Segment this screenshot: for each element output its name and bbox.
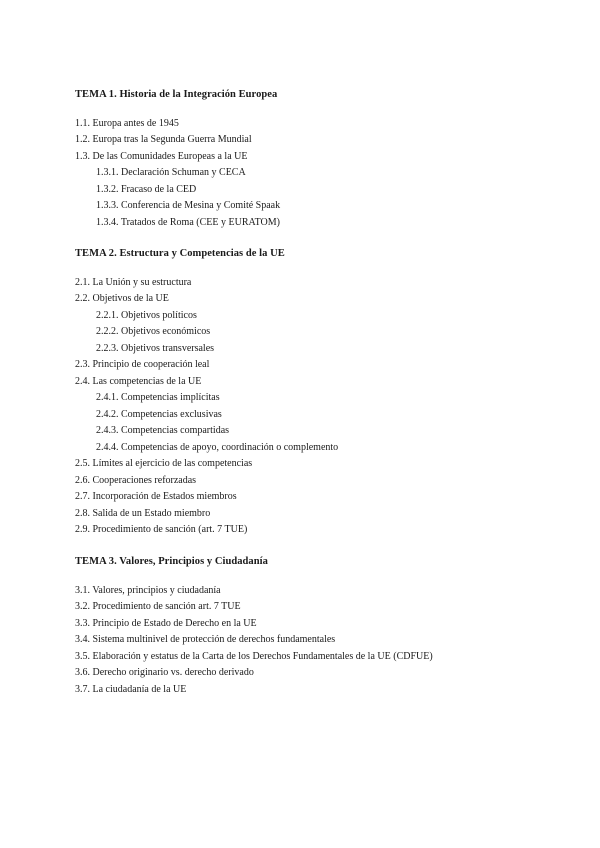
list-item: 2.4.4. Competencias de apoyo, coordinación o complemento	[96, 442, 339, 453]
list-item: 2.7. Incorporación de Estados miembros	[75, 491, 237, 502]
list-item: 1.3.2. Fracaso de la CED	[96, 184, 197, 195]
list-item: 2.5. Límites al ejercicio de las competencias	[75, 458, 253, 469]
list-item: 1.1. Europa antes de 1945	[75, 118, 179, 129]
list-item: 2.2.1. Objetivos políticos	[96, 310, 197, 321]
list-item: 2.2.3. Objetivos transversales	[96, 343, 215, 354]
list-item: 1.2. Europa tras la Segunda Guerra Mundial	[75, 134, 252, 145]
list-item: 3.1. Valores, principios y ciudadanía	[75, 585, 221, 596]
list-item: 2.2. Objetivos de la UE	[75, 293, 169, 304]
list-item: 2.4. Las competencias de la UE	[75, 376, 202, 387]
section-heading: TEMA 1. Historia de la Integración Europea	[75, 89, 278, 100]
list-item: 3.7. La ciudadanía de la UE	[75, 684, 187, 695]
list-item: 2.6. Cooperaciones reforzadas	[75, 475, 197, 486]
section-heading: TEMA 3. Valores, Principios y Ciudadanía	[75, 556, 268, 567]
list-item: 3.3. Principio de Estado de Derecho en la UE	[75, 618, 257, 629]
list-item: 2.9. Procedimiento de sanción (art. 7 TUE)	[75, 524, 248, 535]
list-item: 1.3. De las Comunidades Europeas a la UE	[75, 151, 248, 162]
list-item: 3.2. Procedimiento de sanción art. 7 TUE	[75, 601, 241, 612]
list-item: 1.3.3. Conferencia de Mesina y Comité Spaak	[96, 200, 281, 211]
list-item: 3.6. Derecho originario vs. derecho derivado	[75, 667, 254, 678]
list-item: 1.3.4. Tratados de Roma (CEE y EURATOM)	[96, 217, 280, 228]
list-item: 2.8. Salida de un Estado miembro	[75, 508, 211, 519]
list-item: 2.1. La Unión y su estructura	[75, 277, 192, 288]
list-item: 1.3.1. Declaración Schuman y CECA	[96, 167, 246, 178]
list-item: 2.2.2. Objetivos económicos	[96, 326, 211, 337]
list-item: 2.4.3. Competencias compartidas	[96, 425, 230, 436]
list-item: 2.4.2. Competencias exclusivas	[96, 409, 222, 420]
list-item: 2.3. Principio de cooperación leal	[75, 359, 210, 370]
list-item: 3.4. Sistema multinivel de protección de derechos fundamentales	[75, 634, 336, 645]
list-item: 2.4.1. Competencias implícitas	[96, 392, 220, 403]
section-heading: TEMA 2. Estructura y Competencias de la UE	[75, 248, 285, 259]
list-item: 3.5. Elaboración y estatus de la Carta de los Derechos Fundamentales de la UE (CDFUE)	[75, 651, 433, 662]
